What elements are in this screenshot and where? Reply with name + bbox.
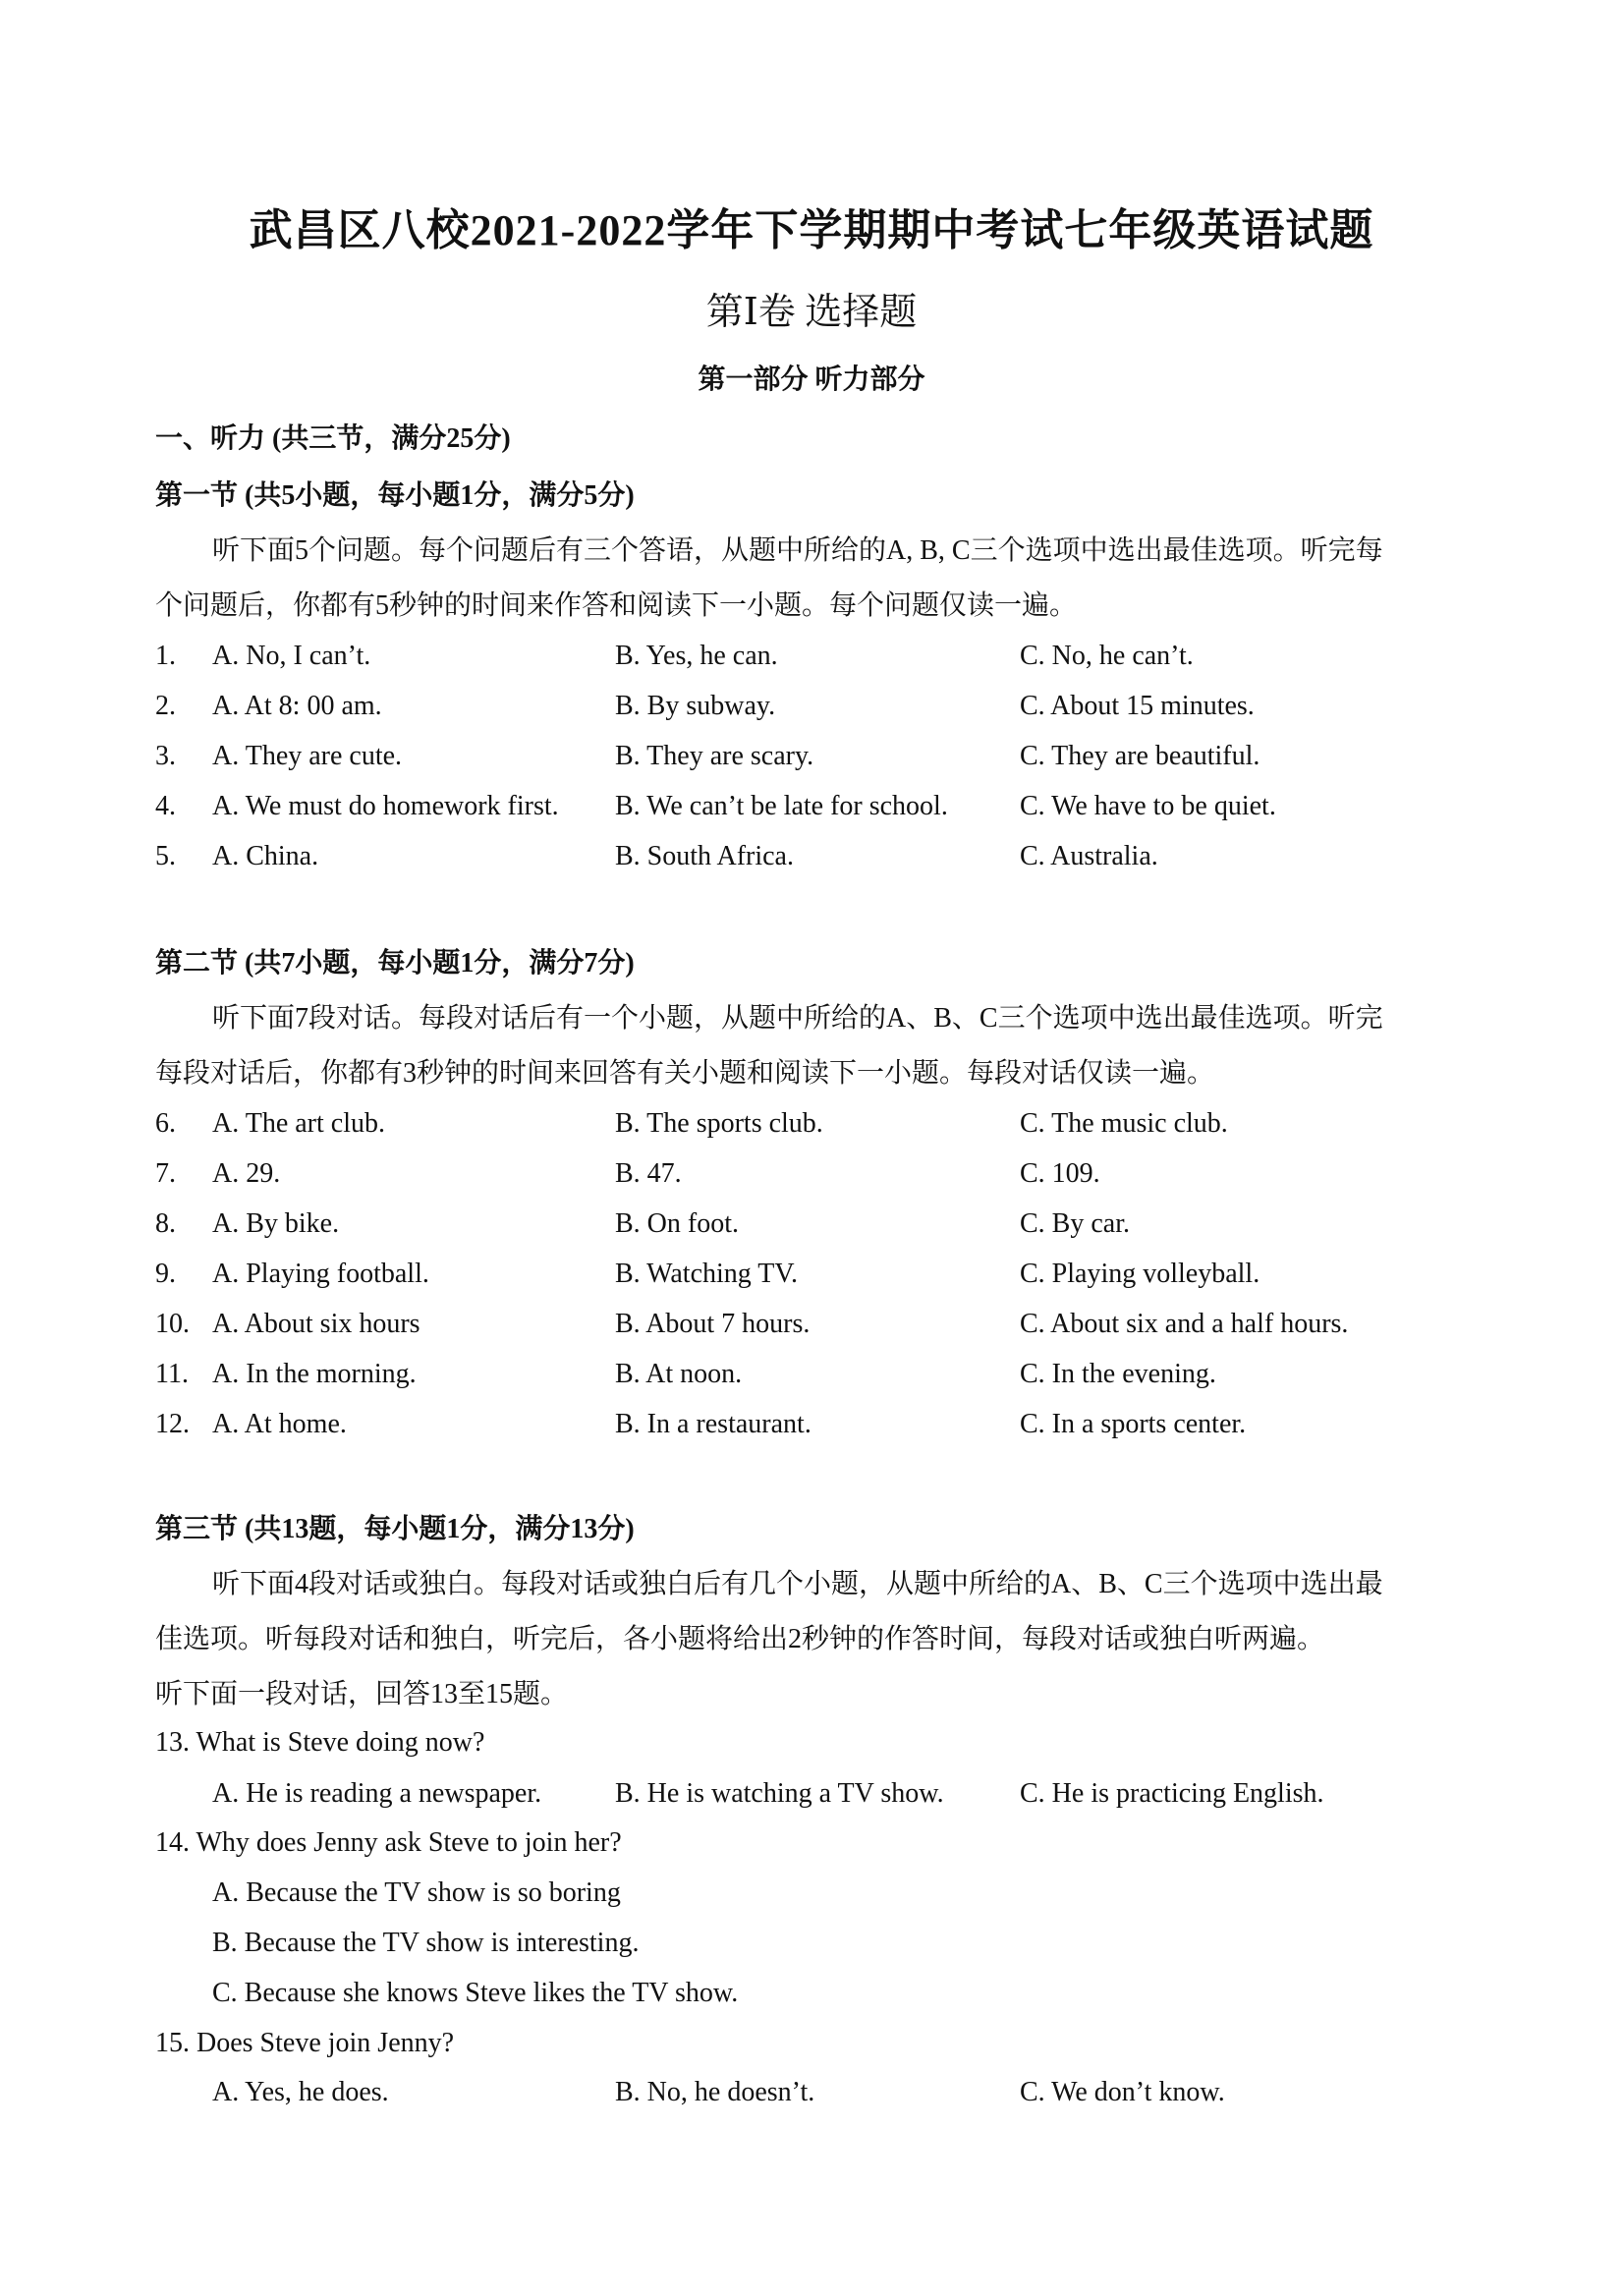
- option-c: C. He is practicing English.: [1020, 1778, 1324, 1809]
- question-row: [155, 1259, 1483, 1298]
- option-a: A. About six hours: [212, 1309, 420, 1339]
- volume-title: 第Ⅰ卷 选择题: [705, 292, 918, 333]
- listening-heading: 一、听力 (共三节，满分25分): [155, 423, 511, 454]
- option-b: B. They are scary.: [615, 741, 814, 771]
- section1-instructions-line1: 听下面5个问题。每个问题后有三个答语，从题中所给的A, B, C三个选项中选出最佳选项。听完每: [212, 535, 1383, 566]
- question-13-stem: 13. What is Steve doing now?: [155, 1727, 485, 1758]
- option-b: B. 47.: [615, 1158, 682, 1189]
- exam-title: 武昌区八校2021-2022学年下学期期中考试七年级英语试题: [249, 206, 1374, 254]
- dialogue-note: 听下面一段对话，回答13至15题。: [155, 1679, 569, 1709]
- section3-instructions-line2: 佳选项。听每段对话和独白，听完后，各小题将给出2秒钟的作答时间，每段对话或独白听两遍。: [155, 1624, 1325, 1654]
- option-a: A. In the morning.: [212, 1359, 417, 1389]
- question-number: 3.: [155, 741, 176, 771]
- question-row: [155, 1158, 1483, 1198]
- option-c: C. 109.: [1020, 1158, 1100, 1189]
- option-a: A. Because the TV show is so boring: [212, 1877, 621, 1908]
- question-14-stem: 14. Why does Jenny ask Steve to join her?: [155, 1827, 622, 1858]
- option-b: B. He is watching a TV show.: [615, 1778, 944, 1809]
- question-row: [155, 841, 1483, 880]
- question-number: 11.: [155, 1359, 189, 1389]
- part-title: 第一部分 听力部分: [698, 364, 925, 395]
- question-number: 1.: [155, 641, 176, 671]
- option-a: A. No, I can’t.: [212, 641, 371, 671]
- question-row: [155, 1359, 1483, 1398]
- question-15-stem: 15. Does Steve join Jenny?: [155, 2028, 455, 2058]
- question-number: 4.: [155, 791, 176, 821]
- option-c: C. Australia.: [1020, 841, 1158, 871]
- option-b: B. We can’t be late for school.: [615, 791, 948, 821]
- section2-heading: 第二节 (共7小题，每小题1分，满分7分): [155, 948, 635, 979]
- question-number: 10.: [155, 1309, 190, 1339]
- section2-instructions-line2: 每段对话后，你都有3秒钟的时间来回答有关小题和阅读下一小题。每段对话仅读一遍。: [155, 1058, 1215, 1089]
- option-b: B. Watching TV.: [615, 1259, 798, 1289]
- option-c: C. No, he can’t.: [1020, 641, 1194, 671]
- option-a: A. By bike.: [212, 1208, 340, 1239]
- section2-instructions-line1: 听下面7段对话。每段对话后有一个小题，从题中所给的A、B、C三个选项中选出最佳选项。听完: [212, 1003, 1383, 1034]
- option-b: B. About 7 hours.: [615, 1309, 811, 1339]
- question-row: [155, 791, 1483, 830]
- question-row: [155, 1208, 1483, 1248]
- question-row: [155, 691, 1483, 730]
- option-b: B. On foot.: [615, 1208, 739, 1239]
- option-a: A. The art club.: [212, 1108, 385, 1139]
- option-b: B. South Africa.: [615, 841, 794, 871]
- option-c: C. Playing volleyball.: [1020, 1259, 1260, 1289]
- option-b: B. At noon.: [615, 1359, 743, 1389]
- option-b: B. By subway.: [615, 691, 776, 721]
- option-c: C. The music club.: [1020, 1108, 1228, 1139]
- section1-instructions-line2: 个问题后，你都有5秒钟的时间来作答和阅读下一小题。每个问题仅读一遍。: [155, 590, 1078, 621]
- option-b: B. The sports club.: [615, 1108, 823, 1139]
- question-number: 8.: [155, 1208, 176, 1239]
- option-a: A. 29.: [212, 1158, 281, 1189]
- option-c: C. We don’t know.: [1020, 2077, 1225, 2107]
- question-15-options: [155, 2077, 1483, 2116]
- option-a: A. Yes, he does.: [212, 2077, 389, 2107]
- option-c: C. By car.: [1020, 1208, 1130, 1239]
- question-number: 12.: [155, 1409, 190, 1439]
- option-a: A. They are cute.: [212, 741, 403, 771]
- option-c: C. In the evening.: [1020, 1359, 1216, 1389]
- question-number: 2.: [155, 691, 176, 721]
- option-c: C. About six and a half hours.: [1020, 1309, 1349, 1339]
- question-number: 6.: [155, 1108, 176, 1139]
- option-c: C. Because she knows Steve likes the TV show.: [212, 1978, 739, 2008]
- option-a: A. At 8: 00 am.: [212, 691, 382, 721]
- section3-instructions-line1: 听下面4段对话或独白。每段对话或独白后有几个小题，从题中所给的A、B、C三个选项中选出最: [212, 1569, 1383, 1599]
- option-a: A. China.: [212, 841, 319, 871]
- question-row: [155, 1309, 1483, 1348]
- option-b: B. No, he doesn’t.: [615, 2077, 815, 2107]
- option-b: B. Because the TV show is interesting.: [212, 1928, 640, 1958]
- question-row: [155, 641, 1483, 680]
- option-c: C. We have to be quiet.: [1020, 791, 1276, 821]
- section3-heading: 第三节 (共13题，每小题1分，满分13分): [155, 1514, 635, 1544]
- option-a: A. Playing football.: [212, 1259, 429, 1289]
- section1-heading: 第一节 (共5小题，每小题1分，满分5分): [155, 480, 635, 511]
- question-number: 5.: [155, 841, 176, 871]
- question-row: [155, 741, 1483, 780]
- question-row: [155, 1409, 1483, 1448]
- option-b: B. Yes, he can.: [615, 641, 778, 671]
- question-number: 9.: [155, 1259, 176, 1289]
- option-a: A. At home.: [212, 1409, 347, 1439]
- question-13-options: [155, 1778, 1483, 1818]
- option-c: C. They are beautiful.: [1020, 741, 1260, 771]
- question-row: [155, 1108, 1483, 1148]
- option-a: A. We must do homework first.: [212, 791, 559, 821]
- option-a: A. He is reading a newspaper.: [212, 1778, 542, 1809]
- question-number: 7.: [155, 1158, 176, 1189]
- option-c: C. About 15 minutes.: [1020, 691, 1255, 721]
- option-b: B. In a restaurant.: [615, 1409, 812, 1439]
- option-c: C. In a sports center.: [1020, 1409, 1247, 1439]
